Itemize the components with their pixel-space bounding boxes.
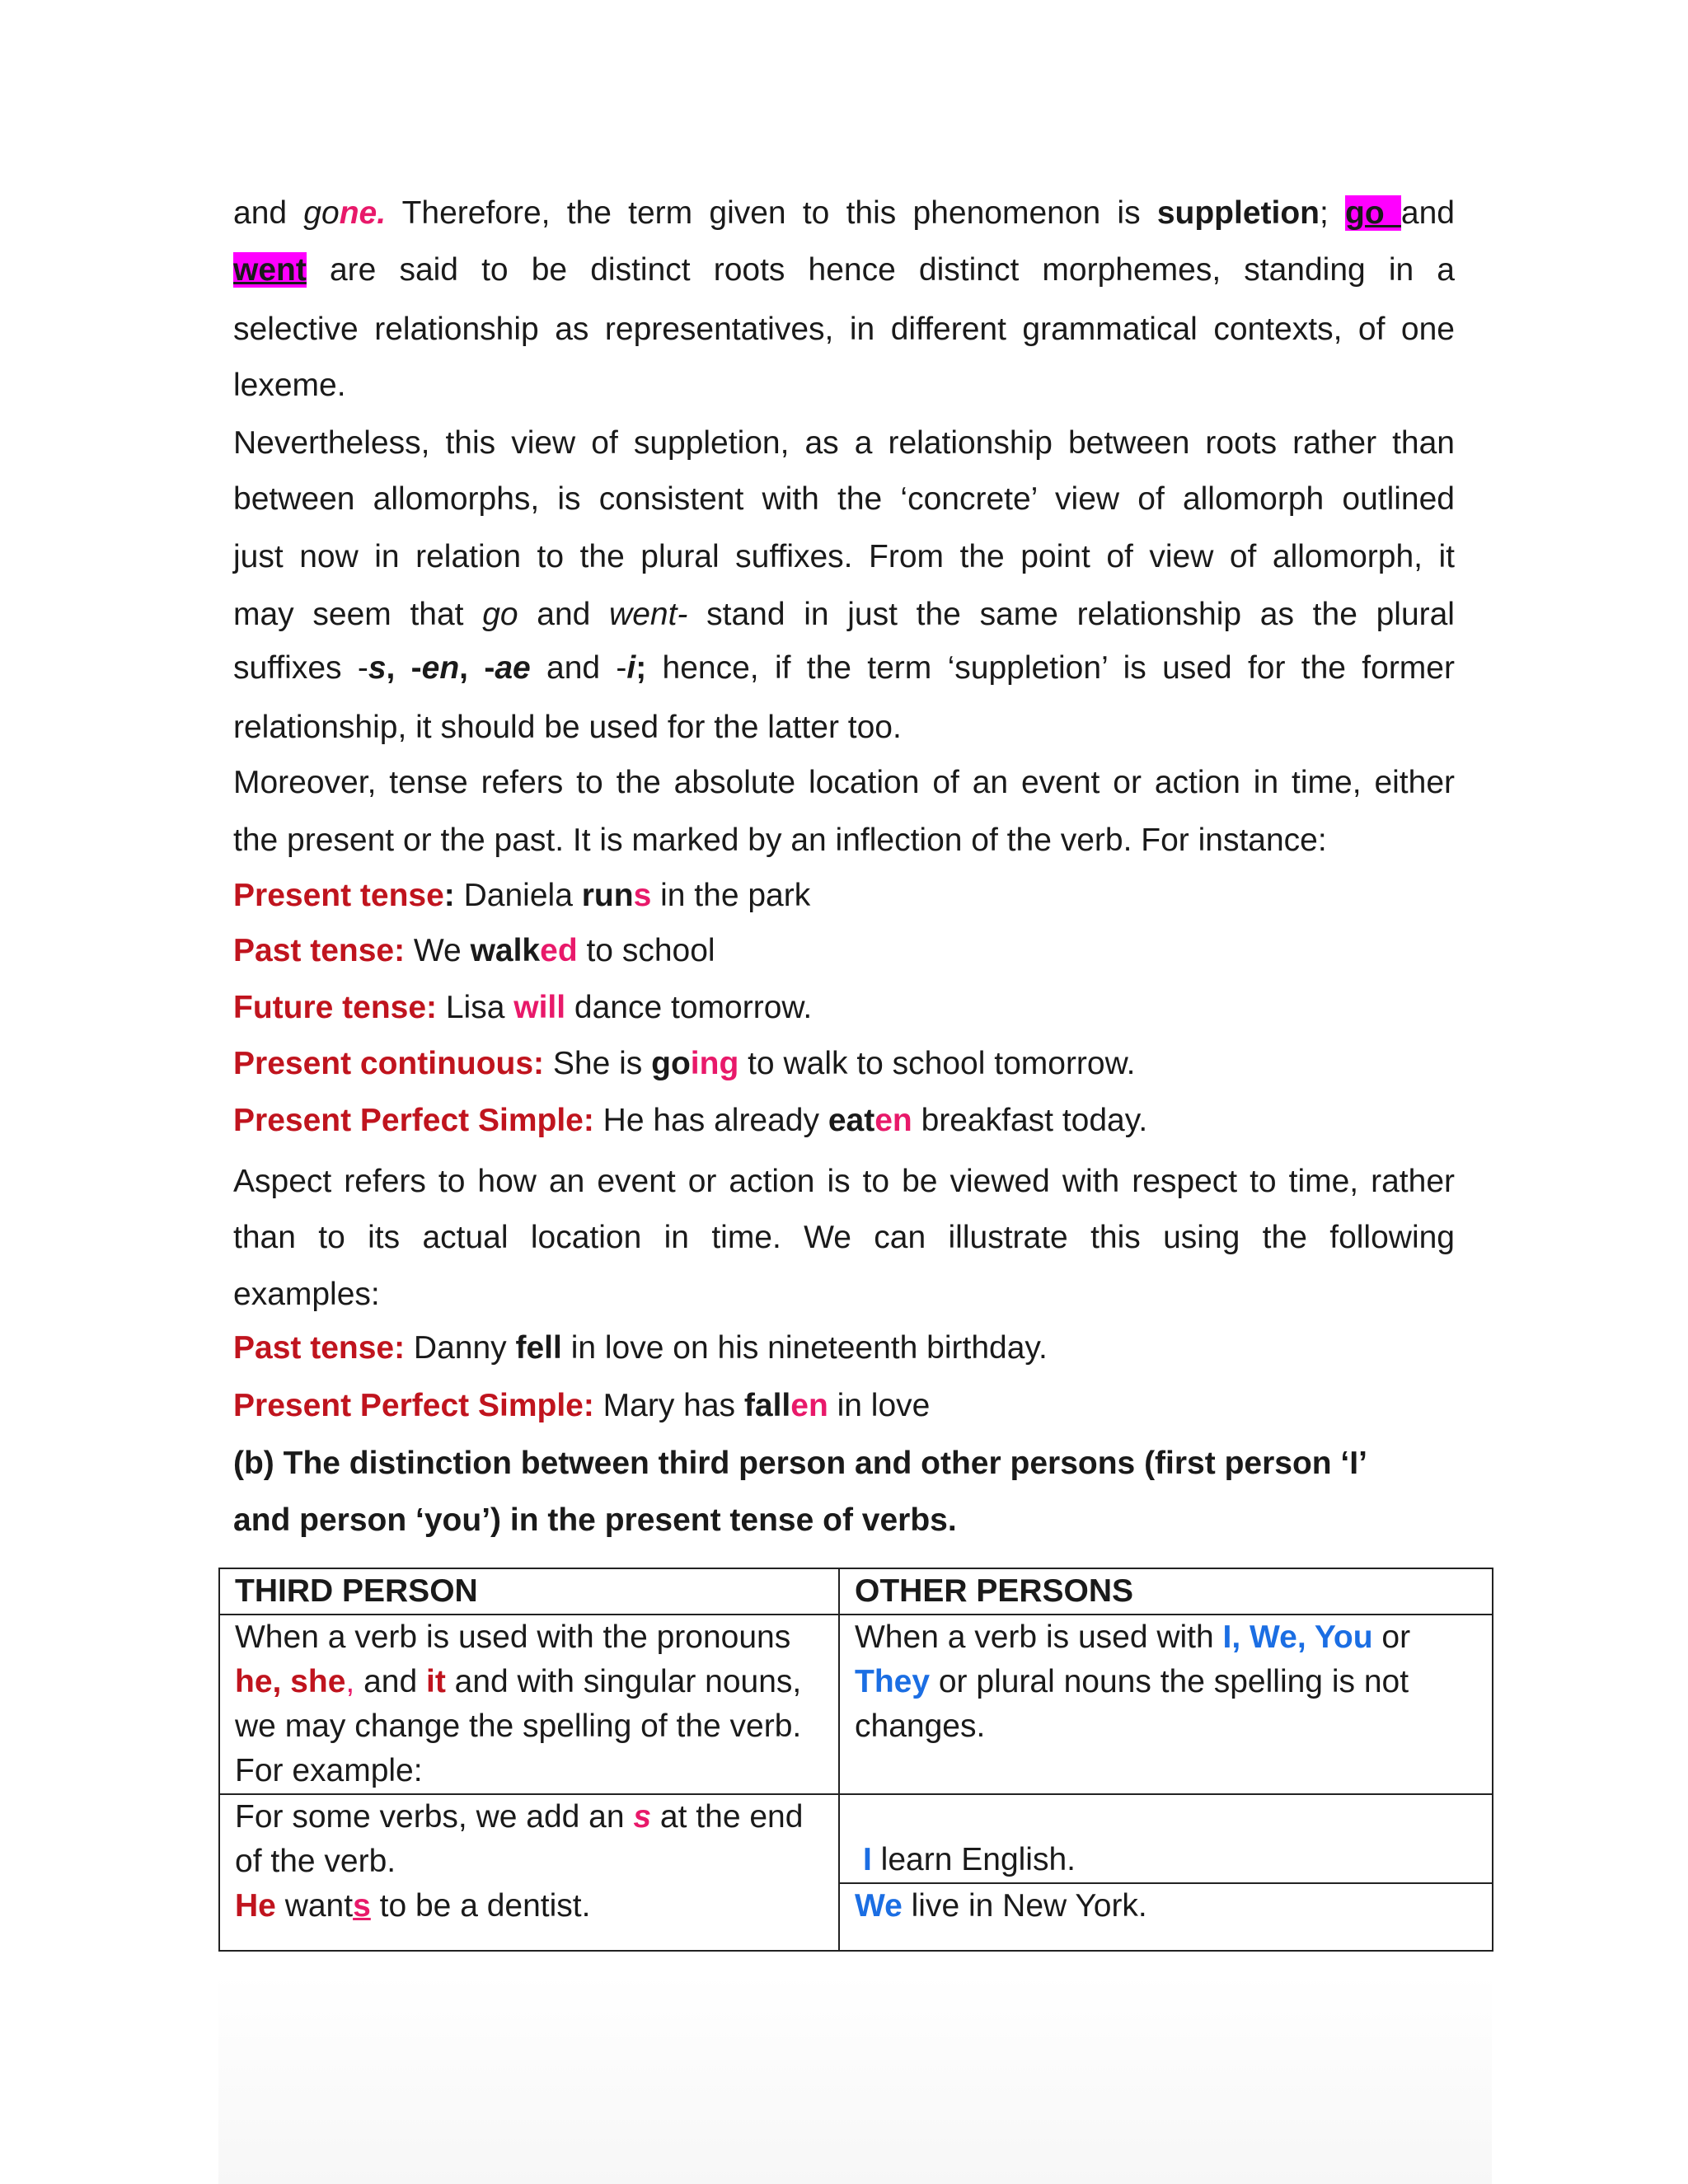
section-b-heading-line2: and person ‘you’) in the present tense of verbs. [233,1502,957,1538]
example-present-continuous: Present continuous: She is going to walk to school tomorrow. [233,1046,1136,1081]
p2-line4: may seem that go and went- stand in just the same relationship as the plural [233,597,1455,632]
cell-third-person-example: For some verbs, we add an s at the end of the verb. He wants to be a dentist. [219,1794,839,1951]
p1-line3: selective relationship as representatives, in different grammatical contexts, of one [233,312,1455,347]
p2-line2: between allomorphs, is consistent with the ‘concrete’ view of allomorph outlined [233,481,1455,517]
header-third-person: THIRD PERSON [219,1568,839,1615]
cell-third-person-rule: When a verb is used with the pronouns he, she, and it and with singular nouns, we may change the spelling of the verb. For example: [219,1615,839,1794]
highlight-go: go [1345,195,1401,231]
header-other-persons: OTHER PERSONS [839,1568,1493,1615]
example-present-perfect: Present Perfect Simple: He has already eaten breakfast today. [233,1103,1148,1138]
example2-present-perfect: Present Perfect Simple: Mary has fallen in love [233,1388,931,1423]
page-bottom-shade [218,1974,1492,2184]
section-b-heading-line1: (b) The distinction between third person and other persons (first person ‘I’ [233,1446,1367,1481]
p2-line5: suffixes -s, -en, -ae and -i; hence, if the term ‘suppletion’ is used for the former [233,650,1455,686]
p2-line3: just now in relation to the plural suffixes. From the point of view of allomorph, it [233,539,1455,574]
person-comparison-table [218,1568,1493,1952]
table-row [219,1794,1493,1883]
p4-line2: than to its actual location in time. We can illustrate this using the following [233,1220,1455,1255]
p2-line6: relationship, it should be used for the latter too. [233,710,902,745]
p3-line1: Moreover, tense refers to the absolute location of an event or action in time, either [233,765,1455,800]
p2-line1: Nevertheless, this view of suppletion, as a relationship between roots rather than [233,425,1455,461]
table-row [219,1615,1493,1794]
example2-past-tense: Past tense: Danny fell in love on his nineteenth birthday. [233,1330,1048,1366]
highlight-went: went [233,252,307,288]
p4-line3: examples: [233,1277,380,1312]
cell-example-i: I learn English. [839,1794,1493,1883]
cell-other-persons-rule: When a verb is used with I, We, You or They or plural nouns the spelling is not changes. [839,1615,1493,1794]
example-future-tense: Future tense: Lisa will dance tomorrow. [233,990,813,1025]
p1-line2: went are said to be distinct roots hence distinct morphemes, standing in a [233,252,1455,288]
table-header-row [219,1568,1493,1615]
example-present-tense: Present tense: Daniela runs in the park [233,878,811,913]
p3-line2: the present or the past. It is marked by an inflection of the verb. For instance: [233,823,1327,858]
p4-line1: Aspect refers to how an event or action is to be viewed with respect to time, rather [233,1164,1455,1199]
example-past-tense: Past tense: We walked to school [233,933,715,968]
cell-example-we: We live in New York. [839,1883,1493,1951]
p1-line1: and gone. Therefore, the term given to this phenomenon is suppletion; go and [233,195,1455,231]
p1-line4: lexeme. [233,368,346,403]
